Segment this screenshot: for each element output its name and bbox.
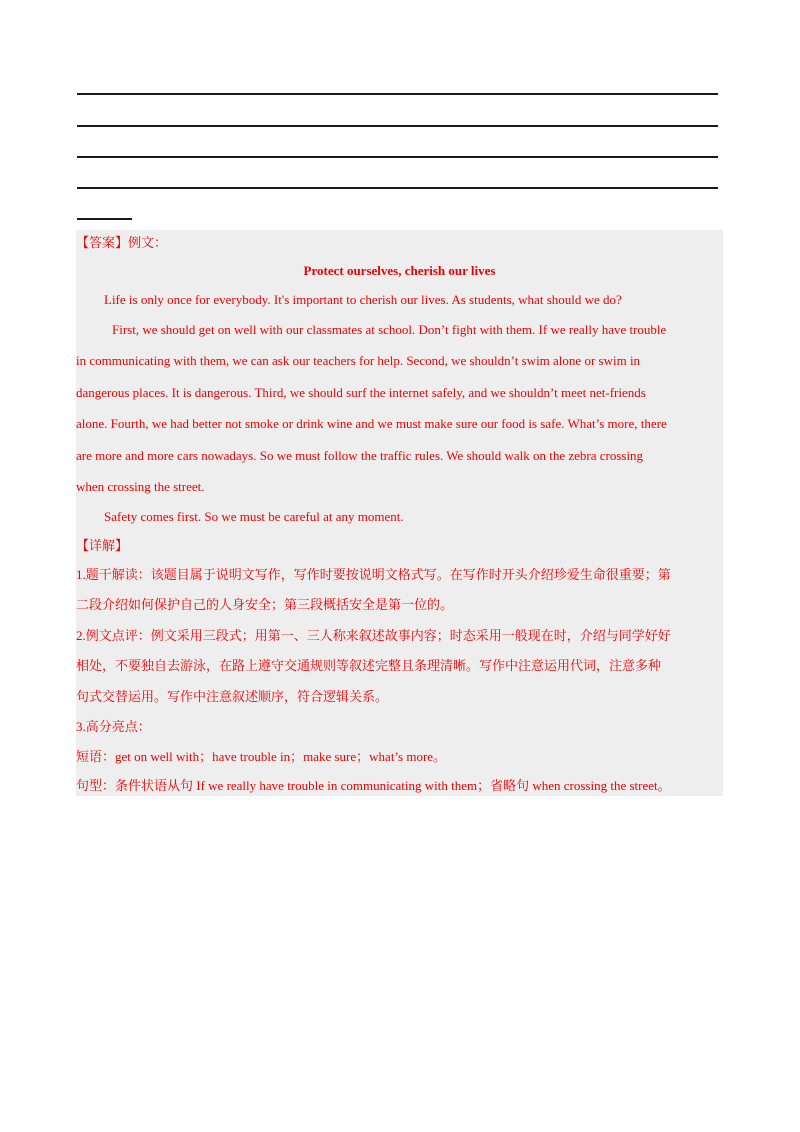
essay-paragraph-2-line: are more and more cars nowadays. So we must follow the traffic rules. We should walk on the zebra crossing	[76, 448, 644, 463]
writing-rule-1	[77, 93, 718, 95]
explanation-line: 1.题干解读：该题目属于说明文写作，写作时要按说明文格式写。在写作时开头介绍珍爱生命很重要；第	[76, 567, 671, 582]
writing-rule-4	[77, 187, 718, 189]
explanation-line: 短语：get on well with；have trouble in；make sure；what’s more。	[76, 749, 447, 764]
answer-header: 【答案】例文：	[76, 235, 168, 250]
answer-section	[76, 230, 723, 796]
writing-rule-2	[77, 125, 718, 127]
essay-paragraph-2-line: alone. Fourth, we had better not smoke or drink wine and we must make sure our food is safe. What’s more, there	[76, 416, 667, 431]
explanation-line: 相处，不要独自去游泳，在路上遵守交通规则等叙述完整且条理清晰。写作中注意运用代词，注意多种	[76, 658, 662, 673]
explanation-line: 二段介绍如何保护自己的人身安全；第三段概括安全是第一位的。	[76, 597, 454, 612]
essay-paragraph-2-line: dangerous places. It is dangerous. Third, we should surf the internet safely, and we shouldn’t meet net-friends	[76, 385, 646, 400]
writing-rule-5	[77, 218, 132, 220]
essay-paragraph-2-line: in communicating with them, we can ask our teachers for help. Second, we shouldn’t swim alone or swim in	[76, 353, 641, 368]
explanation-line: 句型：条件状语从句 If we really have trouble in communicating with them；省略句 when crossing the street。	[76, 778, 671, 793]
essay-paragraph-1: Life is only once for everybody. It's important to cherish our lives. As students, what should we do?	[104, 292, 622, 307]
explanation-line: 2.例文点评：例文采用三段式；用第一、三人称来叙述故事内容；时态采用一般现在时，介绍与同学好好	[76, 628, 671, 643]
essay-paragraph-3: Safety comes first. So we must be careful at any moment.	[104, 509, 404, 524]
explanation-line: 3.高分亮点：	[76, 719, 151, 734]
writing-rule-3	[77, 156, 718, 158]
explanation-line: 句式交替运用。写作中注意叙述顺序，符合逻辑关系。	[76, 689, 389, 704]
explanation-header: 【详解】	[76, 538, 129, 553]
essay-paragraph-2-line: when crossing the street.	[76, 479, 205, 494]
essay-title: Protect ourselves, cherish our lives	[303, 263, 496, 278]
essay-paragraph-2-line: First, we should get on well with our classmates at school. Don’t fight with them. If we really have trouble	[112, 322, 667, 337]
